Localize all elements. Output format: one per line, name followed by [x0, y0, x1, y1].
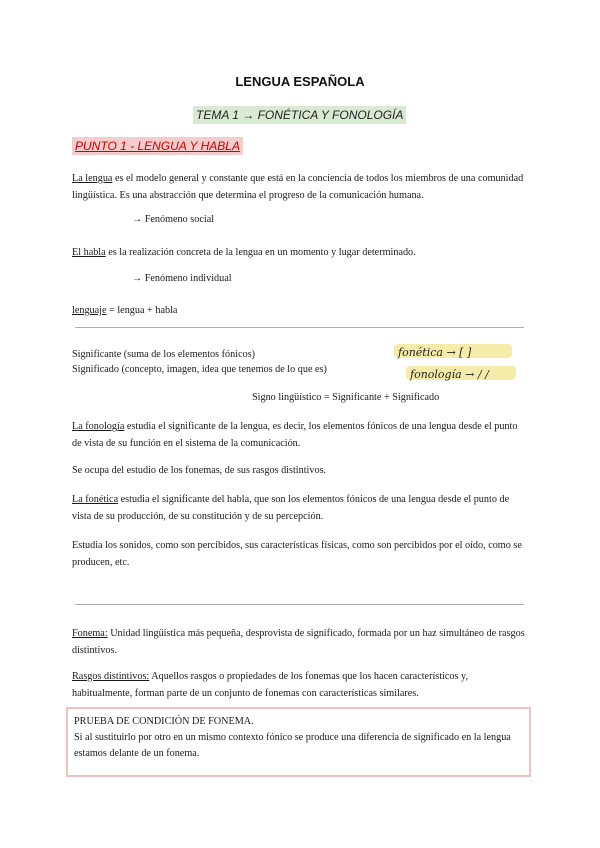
rasgos-term: Rasgos distintivos: — [72, 671, 150, 682]
fenomeno-social: → Fenómeno social — [132, 214, 215, 225]
divider — [75, 327, 524, 328]
habla-term: El habla — [72, 247, 106, 258]
handwritten-fonologia: fonología → / / — [410, 368, 489, 381]
prueba-box — [66, 707, 531, 777]
signo-linguistico: Signo lingüístico = Significante + Significado — [252, 392, 440, 403]
lengua-text: es el modelo general y constante que está en la conciencia de todos los miembros de una comunidad lingüística. Es una abstracción que determina el progreso de la comunicación humana. — [72, 173, 524, 201]
rasgos-paragraph — [72, 668, 527, 702]
habla-text: es la realización concreta de la lengua en un momento y lugar determinado. — [105, 247, 416, 258]
fonetica-term: La fonética — [72, 494, 119, 505]
fonologia-paragraph — [72, 418, 527, 452]
fonemas-line: Se ocupa del estudio de los fonemas, de sus rasgos distintivos. — [72, 465, 327, 476]
significante-line: Significante (suma de los elementos fónicos) — [72, 349, 256, 360]
handwritten-fonetica: fonética → [ ] — [398, 346, 472, 359]
tema-heading: TEMA 1 → FONÉTICA Y FONOLOGÍA — [193, 106, 406, 124]
fonologia-term: La fonología — [72, 421, 125, 432]
fonologia-text: estudia el significante de la lengua, es decir, los elementos fónicos de una lengua desde el punto de vista de su función en el sistema de la comunicación. — [72, 421, 518, 449]
rasgos-text: Aquellos rasgos o propiedades de los fonemas que los hacen característicos y, habitualmente, forman parte de un conjunto de fonemas con características similares. — [72, 671, 469, 699]
habla-paragraph — [72, 244, 527, 261]
prueba-content — [74, 714, 524, 762]
divider — [75, 604, 524, 605]
lengua-term: La lengua — [72, 173, 113, 184]
lengua-paragraph — [72, 170, 527, 204]
fonetica-paragraph — [72, 491, 527, 525]
punto-heading: PUNTO 1 - LENGUA Y HABLA — [72, 137, 243, 155]
lenguaje-formula — [72, 302, 527, 319]
sonidos-paragraph: Estudia los sonidos, como son percibidos, sus características físicas, como son percibidos por el oído, como se producen, etc. — [72, 540, 522, 568]
significado-line: Significado (concepto, imagen, idea que tenemos de lo que es) — [72, 364, 327, 375]
prueba-text: Si al sustituirlo por otro en un mismo contexto fónico se produce una diferencia de significado en la lengua estamos delante de un fonema. — [74, 732, 511, 759]
lenguaje-term: lenguaje — [72, 305, 107, 316]
fonetica-text: estudia el significante del habla, que son los elementos fónicos de una lengua desde el punto de vista de su producción, de su constitución y de su percepción. — [72, 494, 510, 522]
document-title: LENGUA ESPAÑOLA — [235, 74, 365, 89]
handwritten-note-image — [392, 340, 522, 386]
fenomeno-individual: → Fenómeno individual — [132, 273, 232, 284]
lenguaje-text: = lengua + habla — [106, 305, 178, 316]
fonema-paragraph — [72, 625, 527, 659]
fonema-text: Unidad lingüística más pequeña, desprovista de significado, formada por un haz simultáneo de rasgos distintivos. — [72, 628, 525, 656]
prueba-title: PRUEBA DE CONDICIÓN DE FONEMA. — [74, 716, 254, 727]
fonema-term: Fonema: — [72, 628, 108, 639]
